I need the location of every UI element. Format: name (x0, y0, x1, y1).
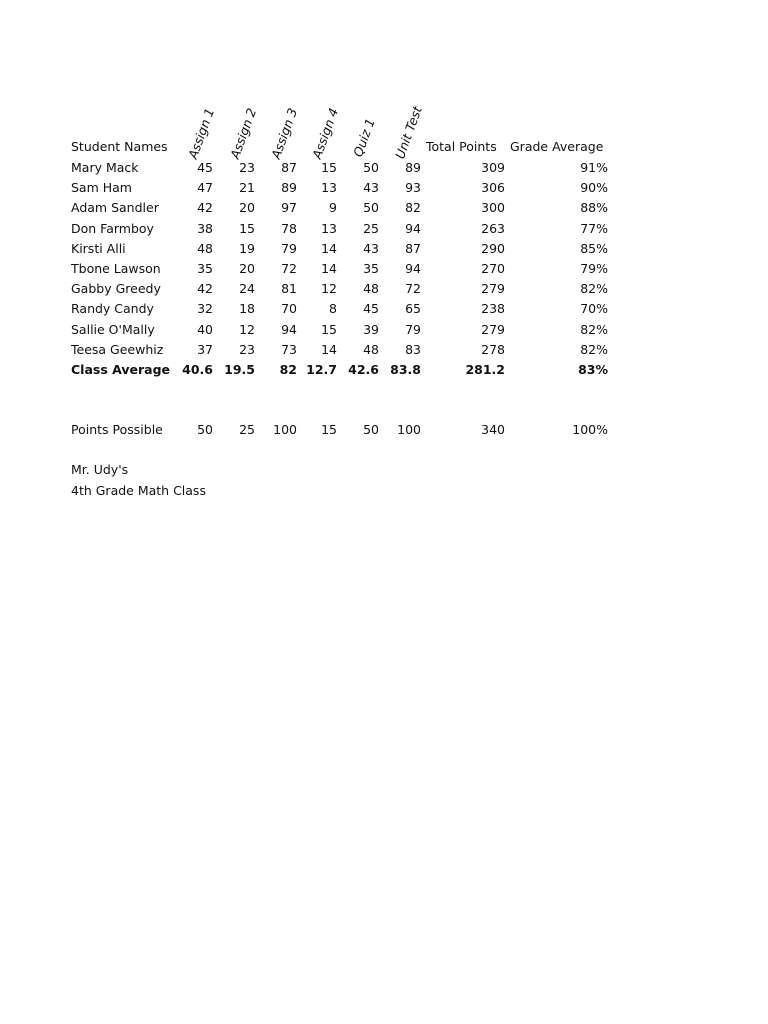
header-quiz1: Quiz 1 (350, 116, 378, 159)
score-unit-test: 94 (405, 221, 421, 236)
total-points: 278 (481, 342, 505, 357)
score-quiz1: 48 (363, 342, 379, 357)
teacher-name: Mr. Udy's (71, 462, 129, 477)
points-possible-ut: 100 (397, 422, 421, 437)
header-assign3: Assign 3 (268, 106, 301, 161)
class-average-avg: 83% (578, 362, 608, 377)
total-points: 309 (481, 160, 505, 175)
score-unit-test: 94 (405, 261, 421, 276)
score-unit-test: 65 (405, 301, 421, 316)
score-assign2: 21 (239, 180, 255, 195)
score-assign4: 12 (321, 281, 337, 296)
score-assign2: 15 (239, 221, 255, 236)
score-assign3: 78 (281, 221, 297, 236)
student-name: Gabby Greedy (71, 281, 161, 296)
class-average-ut: 83.8 (390, 362, 421, 377)
points-possible-avg: 100% (572, 422, 608, 437)
score-assign3: 70 (281, 301, 297, 316)
score-assign2: 20 (239, 261, 255, 276)
student-name: Tbone Lawson (71, 261, 161, 276)
points-possible-a3: 100 (273, 422, 297, 437)
header-unit-test: Unit Test (392, 104, 425, 161)
total-points: 279 (481, 281, 505, 296)
score-quiz1: 43 (363, 180, 379, 195)
score-assign3: 72 (281, 261, 297, 276)
header-student-names: Student Names (71, 139, 168, 154)
score-assign3: 89 (281, 180, 297, 195)
class-average-a4: 12.7 (306, 362, 337, 377)
score-assign3: 87 (281, 160, 297, 175)
score-assign3: 97 (281, 200, 297, 215)
class-average-a3: 82 (279, 362, 297, 377)
student-name: Don Farmboy (71, 221, 154, 236)
score-assign4: 15 (321, 160, 337, 175)
score-quiz1: 39 (363, 322, 379, 337)
score-assign3: 81 (281, 281, 297, 296)
score-unit-test: 89 (405, 160, 421, 175)
header-total-points: Total Points (426, 139, 497, 154)
score-assign4: 13 (321, 221, 337, 236)
total-points: 279 (481, 322, 505, 337)
total-points: 290 (481, 241, 505, 256)
score-assign2: 23 (239, 342, 255, 357)
class-average-label: Class Average (71, 362, 171, 377)
total-points: 300 (481, 200, 505, 215)
score-quiz1: 25 (363, 221, 379, 236)
score-quiz1: 35 (363, 261, 379, 276)
total-points: 306 (481, 180, 505, 195)
score-assign1: 35 (197, 261, 213, 276)
score-assign3: 73 (281, 342, 297, 357)
score-unit-test: 83 (405, 342, 421, 357)
score-assign4: 14 (321, 241, 337, 256)
points-possible-a2: 25 (239, 422, 255, 437)
score-assign4: 9 (329, 200, 337, 215)
score-assign4: 13 (321, 180, 337, 195)
points-possible-a4: 15 (321, 422, 337, 437)
score-quiz1: 48 (363, 281, 379, 296)
points-possible-total: 340 (481, 422, 505, 437)
student-name: Mary Mack (71, 160, 139, 175)
score-assign2: 19 (239, 241, 255, 256)
total-points: 263 (481, 221, 505, 236)
points-possible-label: Points Possible (71, 422, 163, 437)
grade-average: 82% (580, 281, 608, 296)
grade-average: 90% (580, 180, 608, 195)
score-assign1: 48 (197, 241, 213, 256)
score-unit-test: 87 (405, 241, 421, 256)
grade-average: 77% (580, 221, 608, 236)
score-assign4: 8 (329, 301, 337, 316)
score-assign2: 24 (239, 281, 255, 296)
class-average-a1: 40.6 (182, 362, 213, 377)
score-unit-test: 72 (405, 281, 421, 296)
points-possible-q1: 50 (363, 422, 379, 437)
grade-average: 82% (580, 342, 608, 357)
score-unit-test: 93 (405, 180, 421, 195)
header-assign4: Assign 4 (309, 106, 342, 161)
score-quiz1: 45 (363, 301, 379, 316)
score-assign1: 32 (197, 301, 213, 316)
header-grade-average: Grade Average (510, 139, 604, 154)
header-assign2: Assign 2 (227, 106, 260, 161)
score-assign3: 94 (281, 322, 297, 337)
class-average-total: 281.2 (465, 362, 505, 377)
points-possible-a1: 50 (197, 422, 213, 437)
grade-average: 91% (580, 160, 608, 175)
student-name: Sam Ham (71, 180, 132, 195)
score-assign1: 45 (197, 160, 213, 175)
student-name: Sallie O'Mally (71, 322, 155, 337)
score-assign2: 20 (239, 200, 255, 215)
score-assign4: 14 (321, 261, 337, 276)
score-assign3: 79 (281, 241, 297, 256)
class-average-q1: 42.6 (348, 362, 379, 377)
score-assign2: 18 (239, 301, 255, 316)
score-quiz1: 43 (363, 241, 379, 256)
score-assign1: 42 (197, 281, 213, 296)
score-assign1: 40 (197, 322, 213, 337)
score-quiz1: 50 (363, 160, 379, 175)
score-unit-test: 79 (405, 322, 421, 337)
grade-average: 85% (580, 241, 608, 256)
student-name: Teesa Geewhiz (71, 342, 164, 357)
class-average-a2: 19.5 (224, 362, 255, 377)
grade-average: 82% (580, 322, 608, 337)
grade-average: 79% (580, 261, 608, 276)
student-name: Kirsti Alli (71, 241, 126, 256)
score-assign2: 12 (239, 322, 255, 337)
score-unit-test: 82 (405, 200, 421, 215)
score-assign1: 47 (197, 180, 213, 195)
grade-average: 70% (580, 301, 608, 316)
score-assign4: 14 (321, 342, 337, 357)
score-assign1: 38 (197, 221, 213, 236)
score-assign2: 23 (239, 160, 255, 175)
student-name: Randy Candy (71, 301, 154, 316)
total-points: 238 (481, 301, 505, 316)
total-points: 270 (481, 261, 505, 276)
student-name: Adam Sandler (71, 200, 159, 215)
score-assign4: 15 (321, 322, 337, 337)
class-name: 4th Grade Math Class (71, 483, 206, 498)
score-assign1: 37 (197, 342, 213, 357)
score-assign1: 42 (197, 200, 213, 215)
header-assign1: Assign 1 (185, 106, 218, 161)
grade-average: 88% (580, 200, 608, 215)
score-quiz1: 50 (363, 200, 379, 215)
